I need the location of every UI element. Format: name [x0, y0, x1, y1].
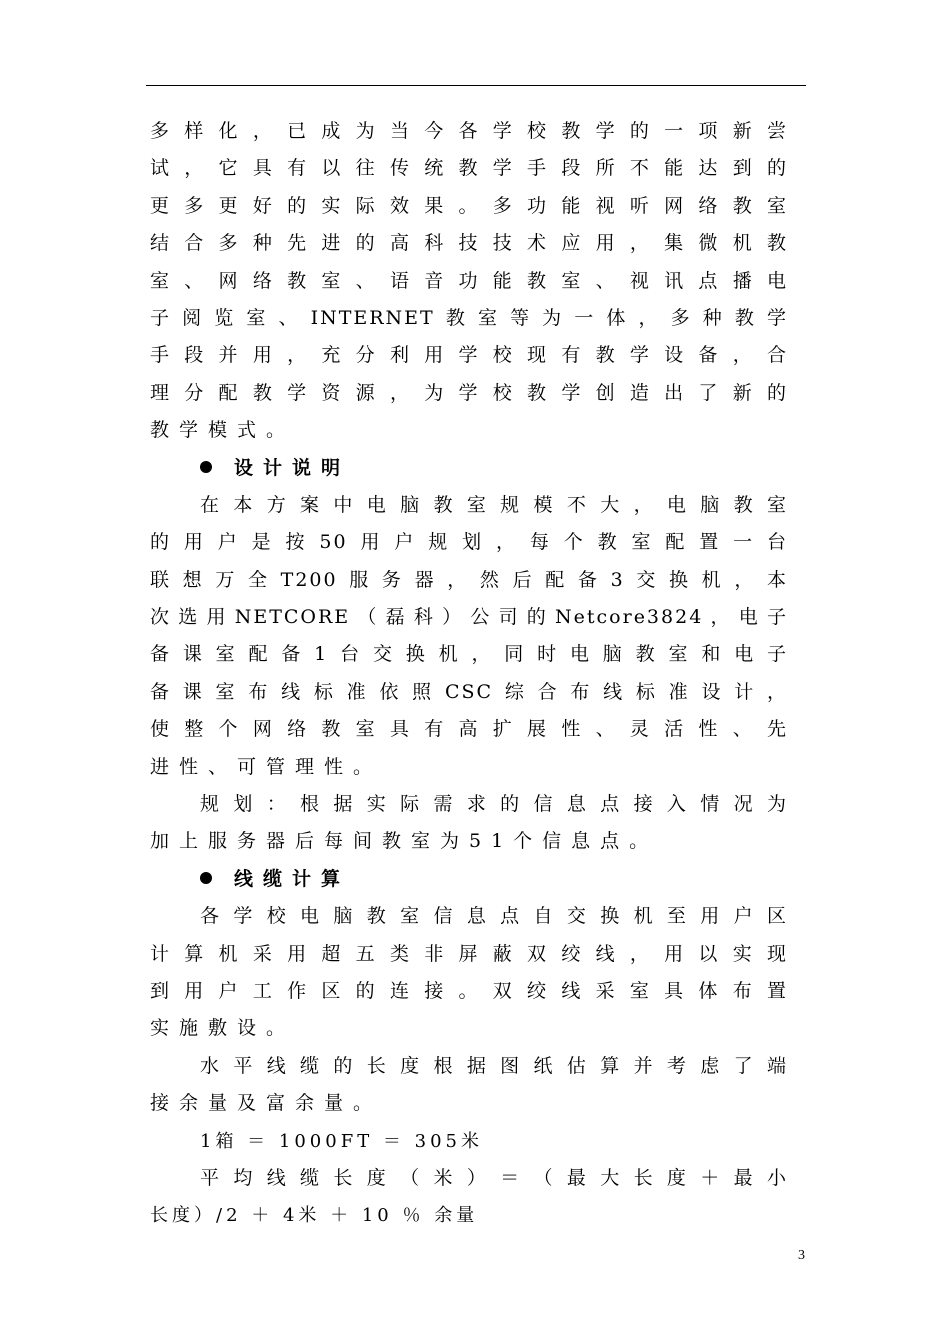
text-line: 备课室布线标准依照CSC综合布线标准设计，	[150, 680, 788, 703]
text-line: 加上服务器后每间教室为51个信息点。	[150, 830, 659, 853]
text-line: 使整个网络教室具有高扩展性、灵活性、先	[150, 718, 788, 741]
section-heading	[150, 861, 788, 898]
text-line: 结合多种先进的高科技技术应用，集微机教	[150, 232, 788, 255]
section-heading	[150, 450, 788, 487]
text-line: 更多更好的实际效果。多功能视听网络教室	[150, 194, 788, 217]
text-line: 水平线缆的长度根据图纸估算并考虑了端	[200, 1054, 788, 1077]
text-line: 备课室配备1台交换机，同时电脑教室和电子	[150, 643, 788, 666]
text-line: 接余量及富余量。	[150, 1092, 383, 1115]
section-heading-text: 设计说明	[234, 456, 351, 479]
text-line: 规划：根据实际需求的信息点接入情况为	[200, 793, 788, 816]
text-line: 教学模式。	[150, 419, 296, 442]
text-line: 联想万全T200服务器，然后配备3交换机，本	[150, 568, 788, 591]
document-body	[150, 113, 788, 1235]
header-rule	[146, 85, 806, 86]
text-line: 平均线缆长度（米）＝（最大长度＋最小	[200, 1166, 788, 1189]
text-line: 次选用NETCORE（磊科）公司的Netcore3824，电子	[150, 606, 788, 629]
page-number: 3	[798, 1248, 805, 1263]
text-line: 计算机采用超五类非屏蔽双绞线，用以实现	[150, 942, 788, 965]
text-line: 1箱 ＝ 1000FT ＝ 305米	[200, 1130, 483, 1152]
text-line: 室、网络教室、语音功能教室、视讯点播电	[150, 269, 788, 292]
text-line: 各学校电脑教室信息点自交换机至用户区	[200, 905, 788, 928]
text-line: 试，它具有以往传统教学手段所不能达到的	[150, 157, 788, 180]
bullet-icon	[200, 461, 212, 473]
text-line: 的用户是按50用户规划，每个教室配置一台	[150, 531, 788, 554]
text-line: 子阅览室、INTERNET教室等为一体，多种教学	[150, 306, 788, 329]
text-line: 实施敷设。	[150, 1017, 296, 1040]
text-line: 在本方案中电脑教室规模不大，电脑教室	[200, 493, 788, 516]
text-line: 进性、可管理性。	[150, 755, 383, 778]
text-line: 手段并用，充分利用学校现有教学设备，合	[150, 344, 788, 367]
text-line: 长度）/2 ＋ 4米 ＋ 10 ％ 余量	[150, 1205, 479, 1227]
text-line: 理分配教学资源，为学校教学创造出了新的	[150, 381, 788, 404]
text-line: 到用户工作区的连接。双绞线采室具体布置	[150, 979, 788, 1002]
section-heading-text: 线缆计算	[234, 867, 351, 890]
text-line: 多样化，已成为当今各学校教学的一项新尝	[150, 120, 788, 142]
bullet-icon	[200, 872, 212, 884]
